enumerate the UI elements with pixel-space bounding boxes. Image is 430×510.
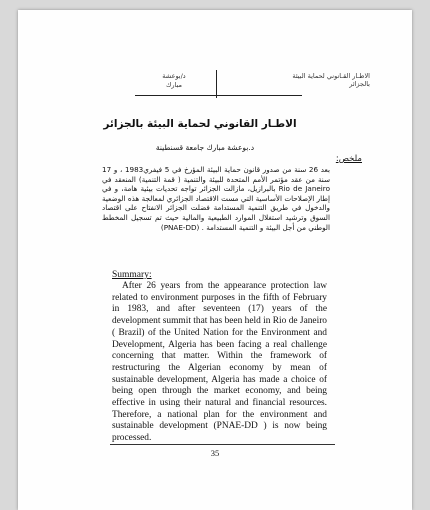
english-abstract	[112, 281, 327, 445]
running-header-title: الاطـار القـانوني لحماية البيئة بالجزائر	[292, 72, 370, 88]
article-title: الاطـار القانوني لحماية البيئة بالجزائر	[103, 118, 297, 130]
footer-divider	[110, 444, 335, 445]
arabic-abstract-text: بعد 26 سنة من صدور قانون حماية البيئة المؤرخ في 5 فيفري1983 ، و 17 سنة من عقد مؤتمر الأمم المتحدة للبيئة والتنمية ( قمة التنمية) المنعقد في Rio de Janeiro بالبرازيل، مازالت الجزائر تواجه تحديات بيئية هامة، و في إطار الإصلاحات الأساسية التي مست الاقتصاد الجزائري لمعالجة هذه الوضعية والدخول في طريق التنمية المستدامة فضلت الجزائر الانفتاح على اقتصاد السوق وترشيد استغلال الموارد الطبيعية والمالية حيث تم تسجيل المخطط الوطني من أجل البيئة و التنمية المستدامة . (PNAE-DD)	[102, 165, 330, 232]
arabic-abstract	[102, 165, 330, 232]
running-header-author-line2: مبارك	[166, 81, 182, 89]
english-abstract-heading: Summary:	[112, 270, 152, 280]
page-number: 35	[210, 448, 220, 458]
article-author: د.بوعشة مبارك جامعة قسنطينة	[155, 143, 255, 152]
english-abstract-text: After 26 years from the appearance protection law related to environment purposes in the fifth of February in 1983, and after seventeen (17) years of the development summit that has been held in Rio de Janeiro ( Brazil) of the United Nation for the Environment and Development, Algeria has been facing a real challenge concerning that matter. Within the framework of restructuring the Algerian economy by mean of sustainable development, Algeria has made a choice of being open through the market economy, and being effective in using their natural and financial resources. Therefore, a national plan for the environment and sustainable development (PNAE-DD ) is now being processed.	[112, 281, 327, 444]
header-vertical-divider	[216, 70, 217, 98]
running-header-author	[136, 72, 212, 90]
header-horizontal-divider	[135, 95, 302, 96]
arabic-abstract-heading: ملخص:	[335, 154, 362, 164]
running-header-author-line1: د/بوعشة	[162, 72, 186, 80]
